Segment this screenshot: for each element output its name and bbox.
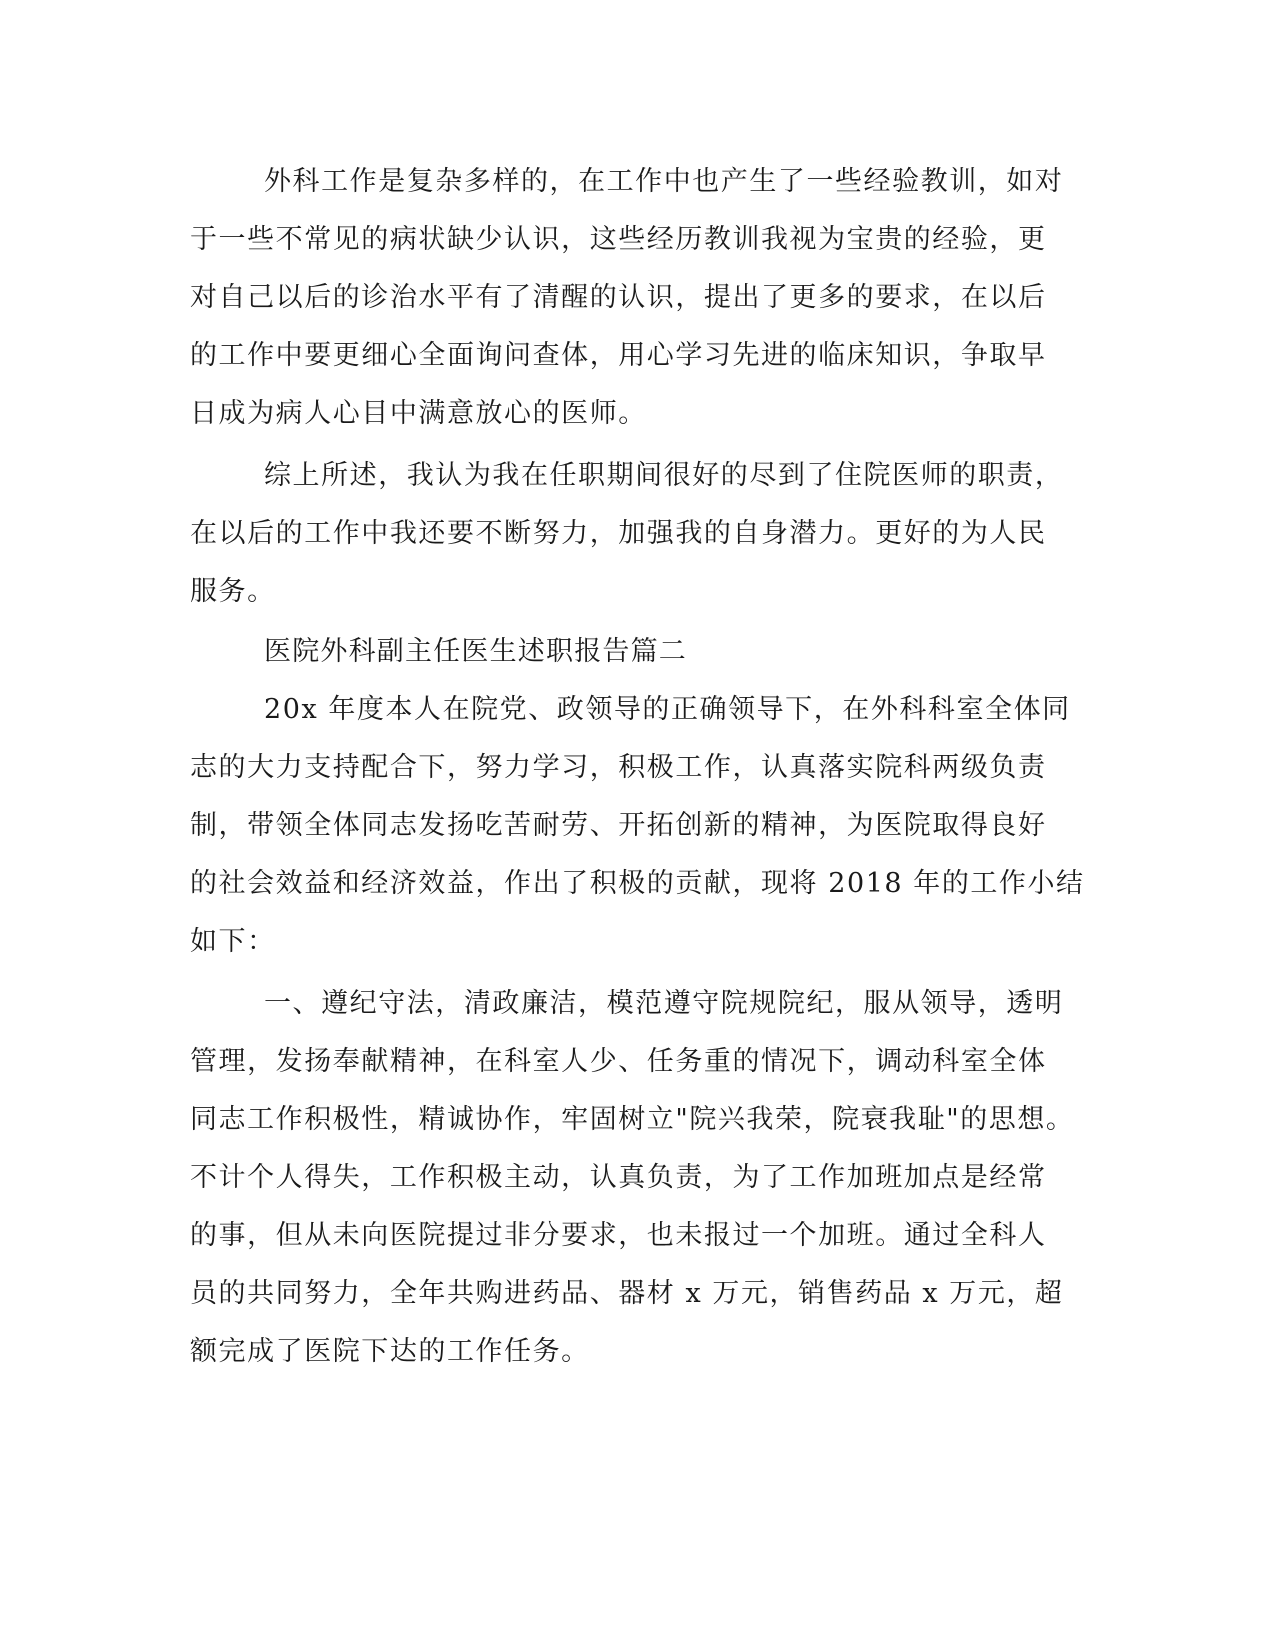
paragraph-4-line-4: 不计个人得失，工作积极主动，认真负责，为了工作加班加点是经常 xyxy=(190,1162,1047,1193)
paragraph-1-line-2: 于一些不常见的病状缺少认识，这些经历教训我视为宝贵的经验，更 xyxy=(190,224,1047,255)
paragraph-4-line-3: 同志工作积极性，精诚协作，牢固树立"院兴我荣，院衰我耻"的思想。 xyxy=(190,1104,1075,1135)
paragraph-3-line-4: 的社会效益和经济效益，作出了积极的贡献，现将 2018 年的工作小结 xyxy=(190,868,1085,899)
paragraph-4-line-1: 一、遵纪守法，清政廉洁，模范遵守院规院纪，服从领导，透明 xyxy=(264,988,1064,1019)
paragraph-3-line-3: 制，带领全体同志发扬吃苦耐劳、开拓创新的精神，为医院取得良好 xyxy=(190,810,1047,841)
paragraph-4-line-6: 员的共同努力，全年共购进药品、器材 x 万元，销售药品 x 万元，超 xyxy=(190,1278,1064,1309)
paragraph-2-line-3: 服务。 xyxy=(190,576,276,607)
paragraph-2-line-1: 综上所述，我认为我在任职期间很好的尽到了住院医师的职责， xyxy=(264,460,1064,491)
paragraph-1-line-5: 日成为病人心目中满意放心的医师。 xyxy=(190,398,647,429)
paragraph-3-line-2: 志的大力支持配合下，努力学习，积极工作，认真落实院科两级负责 xyxy=(190,752,1047,783)
paragraph-4-line-2: 管理，发扬奉献精神，在科室人少、任务重的情况下，调动科室全体 xyxy=(190,1046,1047,1077)
paragraph-4-line-5: 的事，但从未向医院提过非分要求，也未报过一个加班。通过全科人 xyxy=(190,1220,1047,1251)
section-heading: 医院外科副主任医生述职报告篇二 xyxy=(264,636,687,667)
paragraph-3-line-1: 20x 年度本人在院党、政领导的正确领导下，在外科科室全体同 xyxy=(264,694,1071,725)
paragraph-1-line-3: 对自己以后的诊治水平有了清醒的认识，提出了更多的要求，在以后 xyxy=(190,282,1047,313)
paragraph-2-line-2: 在以后的工作中我还要不断努力，加强我的自身潜力。更好的为人民 xyxy=(190,518,1047,549)
paragraph-1-line-4: 的工作中要更细心全面询问查体，用心学习先进的临床知识，争取早 xyxy=(190,340,1047,371)
paragraph-1-line-1: 外科工作是复杂多样的，在工作中也产生了一些经验教训，如对 xyxy=(264,166,1064,197)
paragraph-3-line-5: 如下： xyxy=(190,926,276,957)
paragraph-4-line-7: 额完成了医院下达的工作任务。 xyxy=(190,1336,590,1367)
